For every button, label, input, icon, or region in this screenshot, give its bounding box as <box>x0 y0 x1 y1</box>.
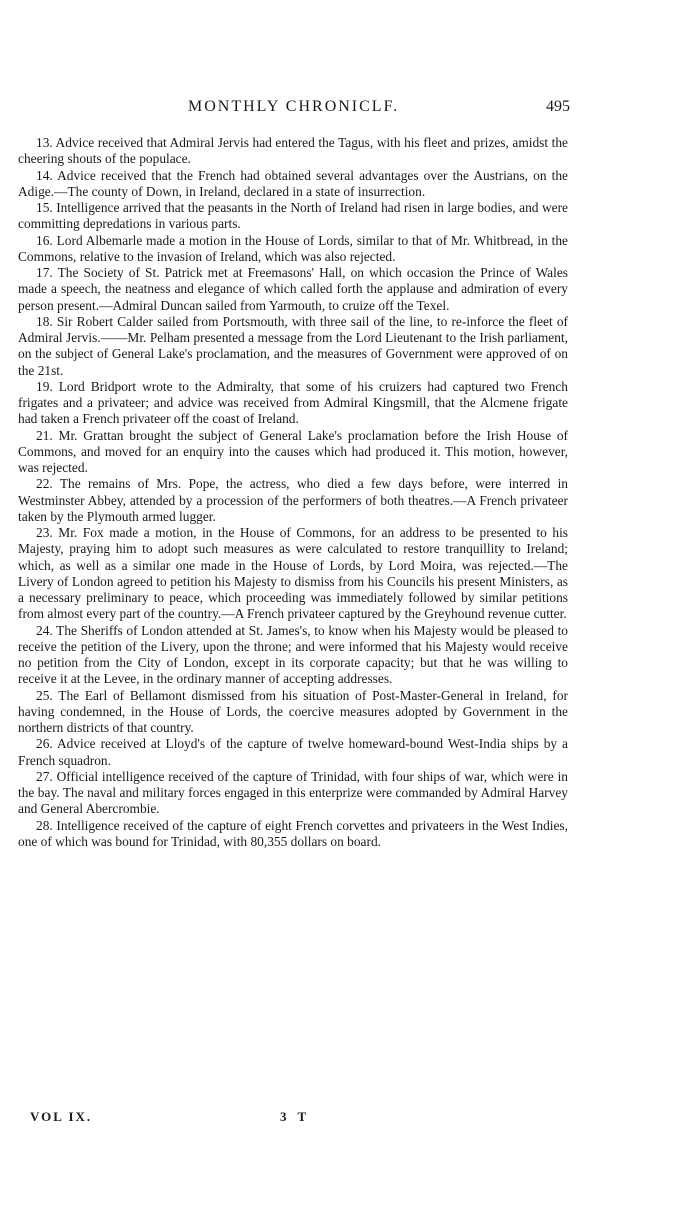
entry-24: 24. The Sheriffs of London attended at St. James's, to know when his Majesty would be pleased to receive the petition of the Livery, upon the throne; and were informed that his Majesty would receive no petition from the City of London, except in its corporate capacity; but that he was willing to receive it at the Levee, in the ordinary manner of accepting addresses. <box>18 622 568 687</box>
entry-27: 27. Official intelligence received of the capture of Trinidad, with four ships of war, which were in the bay. The naval and military forces engaged in this enterprize were commanded by Admiral Harvey and General Abercrombie. <box>18 768 568 817</box>
entry-13: 13. Advice received that Admiral Jervis had entered the Tagus, with his fleet and prizes, amidst the cheering shouts of the populace. <box>18 135 568 167</box>
entry-22: 22. The remains of Mrs. Pope, the actress, who died a few days before, were interred in Westminster Abbey, attended by a procession of the performers of both theatres.—A French privateer taken by the Plymouth armed lugger. <box>18 476 568 524</box>
signature-mark: 3 T <box>280 1109 311 1124</box>
entry-25: 25. The Earl of Bellamont dismissed from his situation of Post-Master-General in Ireland, for having condemned, in the House of Lords, the coercive measures adopted by Government in the northern districts of that country. <box>18 687 568 735</box>
entry-28: 28. Intelligence received of the capture of eight French corvettes and privateers in the West Indies, one of which was bound for Trinidad, with 80,355 dollars on board. <box>18 817 568 849</box>
entry-26: 26. Advice received at Lloyd's of the capture of twelve homeward-bound West-India ships by a French squadron. <box>18 736 568 768</box>
entry-15: 15. Intelligence arrived that the peasants in the North of Ireland had risen in large bodies, and were committing depredations in various parts. <box>18 200 568 232</box>
entry-14: 14. Advice received that the French had obtained several advantages over the Austrians, on the Adige.—The county of Down, in Ireland, declared in a state of insurrection. <box>18 167 568 199</box>
entry-23: 23. Mr. Fox made a motion, in the House of Commons, for an address to be presented to his Majesty, praying him to adopt such measures as were calculated to restore tranquillity to Ireland; which, as well as a similar one made in the House of Lords, by Lord Moira, was rejected.—The Livery of London agreed to petition his Majesty to dismiss from his Councils his present Ministers, as a necessary preliminary to peace, which proceeding was immediately followed by similar petitions from almost every part of the country.—A French privateer captured by the Greyhound revenue cutter. <box>18 525 568 622</box>
entry-17: 17. The Society of St. Patrick met at Freemasons' Hall, on which occasion the Prince of Wales made a speech, the neatness and elegance of which called forth the applause and admiration of every person present.—Admiral Duncan sailed from Yarmouth, to cruize off the Texel. <box>18 265 568 313</box>
page-number: 495 <box>546 98 570 115</box>
entry-16: 16. Lord Albemarle made a motion in the House of Lords, similar to that of Mr. Whitbread, in the Commons, relative to the invasion of Ireland, which was also rejected. <box>18 232 568 264</box>
entry-21: 21. Mr. Grattan brought the subject of General Lake's proclamation before the Irish House of Commons, and moved for an enquiry into the causes which had produced it. This motion, however, was rejected. <box>18 427 568 475</box>
page-header <box>0 98 696 122</box>
entry-18: 18. Sir Robert Calder sailed from Portsmouth, with three sail of the line, to re-inforce the fleet of Admiral Jervis.——Mr. Pelham presented a message from the Lord Lieutenant to the Irish parliament, on the subject of General Lake's proclamation, and the measures of Government were approved of on the 21st. <box>18 313 568 378</box>
running-head: MONTHLY CHRONICLF. <box>188 98 400 115</box>
page-footer <box>0 1109 696 1129</box>
volume-label: VOL IX. <box>30 1109 93 1124</box>
chronicle-body <box>18 135 568 850</box>
entry-19: 19. Lord Bridport wrote to the Admiralty, that some of his cruizers had captured two French frigates and a privateer; and advice was received from Admiral Kingsmill, that the Alcmene frigate had taken a French privateer off the coast of Ireland. <box>18 378 568 427</box>
